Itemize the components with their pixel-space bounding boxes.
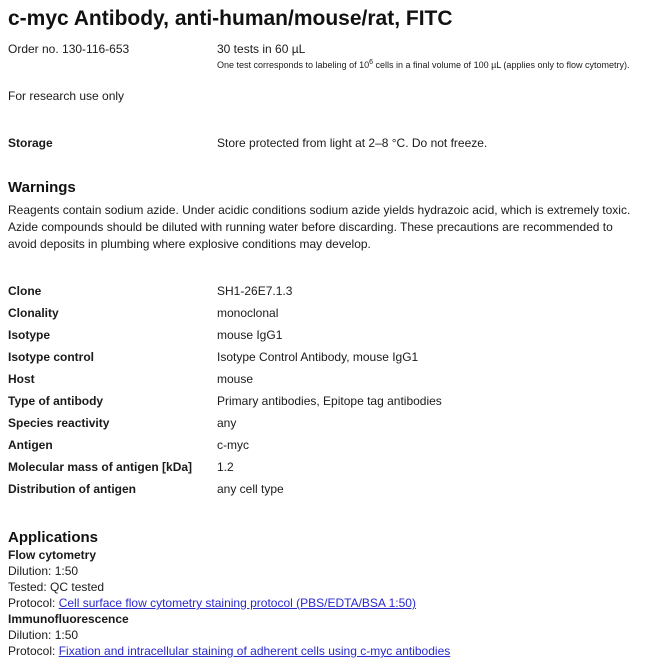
storage-row (8, 136, 642, 151)
order-info-row (8, 42, 642, 71)
row-value: Primary antibodies, Epitope tag antibodies (217, 394, 442, 408)
table-row (8, 478, 642, 500)
row-value: any (217, 416, 237, 430)
application-name: Immunofluorescence (8, 612, 129, 626)
table-row (8, 280, 642, 302)
row-label: Isotype (8, 328, 51, 342)
row-label: Species reactivity (8, 416, 110, 430)
row-label: Clone (8, 284, 42, 298)
application-immunofluorescence (8, 611, 642, 659)
row-value: mouse IgG1 (217, 328, 283, 342)
row-label: Type of antibody (8, 394, 104, 408)
row-label: Clonality (8, 306, 59, 320)
order-number: Order no. 130-116-653 (8, 42, 130, 56)
row-value: 1.2 (217, 460, 234, 474)
application-flow-cytometry (8, 547, 642, 611)
details-table (8, 280, 642, 500)
immunofluorescence-protocol-link[interactable]: Fixation and intracellular staining of adherent cells using c-myc antibodies (58, 644, 451, 658)
pack-size-cell (217, 42, 642, 71)
row-value: monoclonal (217, 306, 279, 320)
table-row (8, 434, 642, 456)
application-name: Flow cytometry (8, 548, 97, 562)
research-use-note: For research use only (8, 89, 125, 103)
table-row (8, 456, 642, 478)
table-row (8, 368, 642, 390)
flow-cytometry-protocol-link[interactable]: Cell surface flow cytometry staining protocol (PBS/EDTA/BSA 1:50) (58, 596, 416, 610)
table-row (8, 302, 642, 324)
row-value: SH1-26E7.1.3 (217, 284, 293, 298)
row-value: c-myc (217, 438, 249, 452)
pack-size-note: One test corresponds to labeling of $10^6$ cells in a final volume of 100 µL (applies only to flow cytometry). (217, 59, 630, 70)
row-value: Isotype Control Antibody, mouse IgG1 (217, 350, 419, 364)
protocol-label: Protocol: (8, 644, 59, 658)
row-label: Antigen (8, 438, 53, 452)
row-label: Host (8, 372, 35, 386)
warnings-text: Reagents contain sodium azide. Under acidic conditions sodium azide yields hydrazoic acid, which is extremely toxic. Azide compounds should be diluted with running water before discarding. These precautions are recommended to avoid deposits in plumbing where explosive conditions may develop. (8, 203, 631, 251)
row-label: Molecular mass of antigen [kDa] (8, 460, 193, 474)
page-title: c-myc Antibody, anti-human/mouse/rat, FITC (8, 7, 453, 30)
dilution-line: Dilution: 1:50 (8, 628, 79, 642)
storage-value: Store protected from light at 2–8 °C. Do not freeze. (217, 136, 488, 150)
table-row (8, 412, 642, 434)
superscript-exponent: 6 (369, 59, 374, 66)
row-value: mouse (217, 372, 254, 386)
warnings-heading: Warnings (8, 179, 76, 196)
storage-label: Storage (8, 136, 53, 150)
protocol-line (8, 643, 642, 659)
table-row (8, 324, 642, 346)
applications-heading: Applications (8, 529, 99, 546)
pack-size: 30 tests in 60 µL (217, 42, 306, 56)
protocol-label: Protocol: (8, 596, 59, 610)
row-label: Distribution of antigen (8, 482, 136, 496)
row-value: any cell type (217, 482, 284, 496)
table-row (8, 390, 642, 412)
tested-line: Tested: QC tested (8, 580, 105, 594)
row-label: Isotype control (8, 350, 95, 364)
table-row (8, 346, 642, 368)
protocol-line (8, 595, 642, 611)
dilution-line: Dilution: 1:50 (8, 564, 79, 578)
